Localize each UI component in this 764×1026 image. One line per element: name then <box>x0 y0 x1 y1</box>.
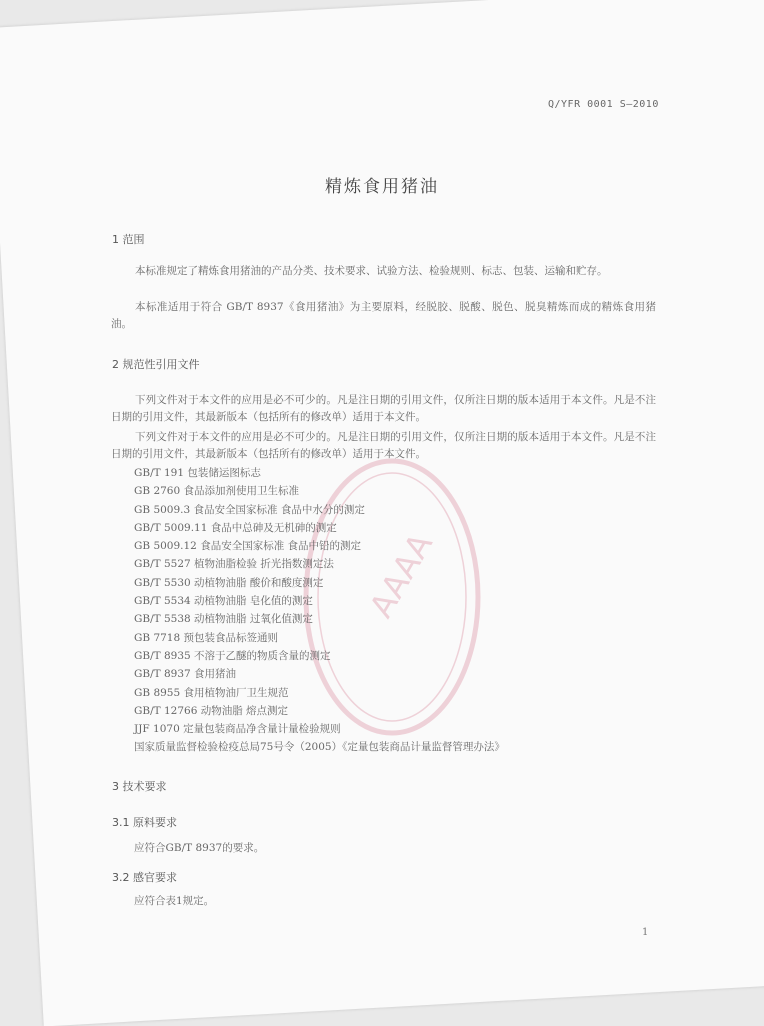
reference-item: GB/T 12766 动物油脂 熔点测定 <box>134 704 289 717</box>
reference-item: GB/T 8935 不溶于乙醚的物质含量的测定 <box>134 649 331 662</box>
reference-item: GB/T 5009.11 食品中总砷及无机砷的测定 <box>134 521 337 534</box>
section-3-2-text: 应符合表1规定。 <box>134 895 215 907</box>
section-1-heading: 1 范围 <box>112 233 145 246</box>
reference-item: GB 8955 食用植物油厂卫生规范 <box>134 686 289 699</box>
reference-item: GB/T 5527 植物油脂检验 折光指数测定法 <box>134 558 334 571</box>
reference-item: GB 7718 预包装食品标签通则 <box>134 631 279 644</box>
reference-item: GB/T 5530 动植物油脂 酸价和酸度测定 <box>134 576 324 589</box>
reference-item: GB/T 5538 动植物油脂 过氧化值测定 <box>134 613 313 626</box>
reference-item: GB 2760 食品添加剂使用卫生标准 <box>134 485 300 498</box>
section-3-1-text: 应符合GB/T 8937的要求。 <box>134 842 265 854</box>
section-3-1-heading: 3.1 原料要求 <box>112 816 177 829</box>
page-number: 1 <box>642 927 649 938</box>
reference-item: GB/T 8937 食用猪油 <box>134 668 237 681</box>
reference-item: GB/T 5534 动植物油脂 皂化值的测定 <box>134 595 313 608</box>
reference-item: 国家质量监督检验检疫总局75号令（2005）《定量包装商品计量监督管理办法》 <box>134 741 505 754</box>
section-3-2-heading: 3.2 感官要求 <box>112 871 177 884</box>
reference-list <box>134 464 505 757</box>
reference-item: JJF 1070 定量包装商品净含量计量检验规则 <box>134 723 341 736</box>
svg-text:AAAA: AAAA <box>361 526 440 625</box>
section-1-paragraph-2: 本标准适用于符合 GB/T 8937《食用猪油》为主要原料，经脱胶、脱酸、脱色、脱臭精炼而成的精炼食用猪油。 <box>111 301 656 330</box>
document-code: Q/YFR 0001 S—2010 <box>548 99 659 110</box>
reference-item: GB 5009.12 食品安全国家标准 食品中铅的测定 <box>134 540 362 553</box>
reference-item: GB/T 191 包装储运图标志 <box>134 467 261 479</box>
reference-item: GB 5009.3 食品安全国家标准 食品中水分的测定 <box>134 503 365 516</box>
document-title: 精炼食用猪油 <box>325 177 439 197</box>
section-2-paragraph-1: 下列文件对于本文件的应用是必不可少的。凡是注日期的引用文件，仅所注日期的版本适用于本文件。凡是不注日期的引用文件，其最新版本（包括所有的修改单）适用于本文件。 <box>111 394 656 423</box>
section-2-heading: 2 规范性引用文件 <box>112 358 200 371</box>
section-2-paragraph-2: 下列文件对于本文件的应用是必不可少的。凡是注日期的引用文件，仅所注日期的版本适用于本文件。凡是不注日期的引用文件，其最新版本（包括所有的修改单）适用于本文件。 <box>111 431 656 460</box>
section-3-heading: 3 技术要求 <box>112 780 167 793</box>
section-1-paragraph-1: 本标准规定了精炼食用猪油的产品分类、技术要求、试验方法、检验规则、标志、包装、运输和贮存。 <box>135 265 608 277</box>
